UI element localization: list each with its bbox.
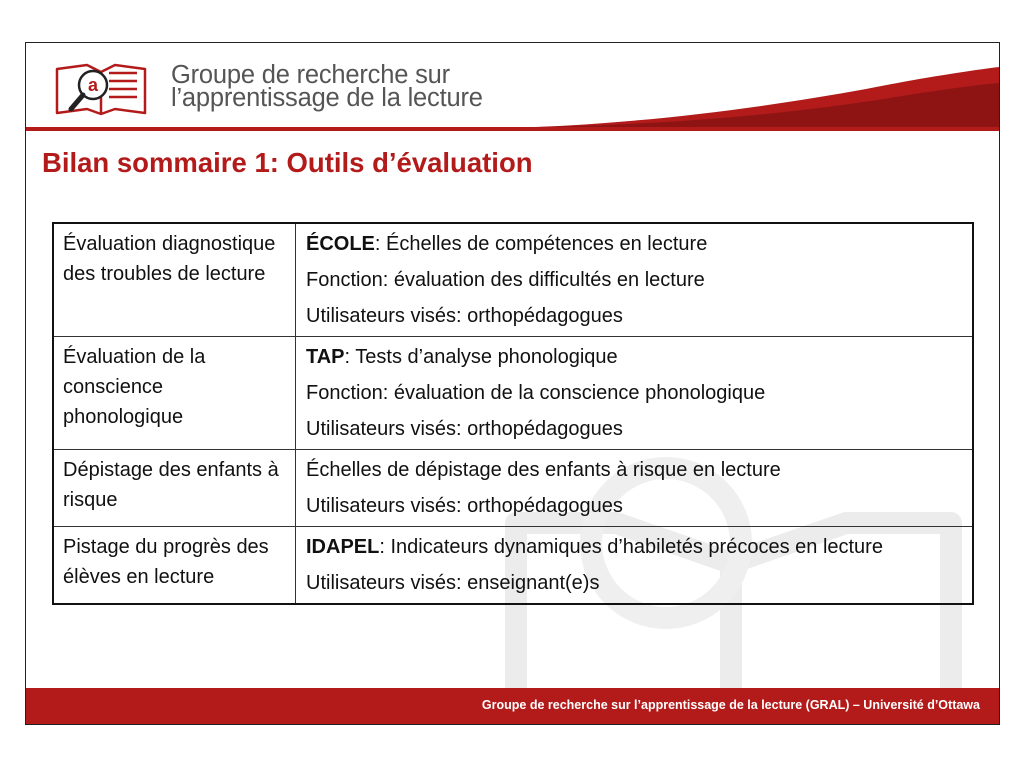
description-line [306, 378, 962, 408]
description-text: Utilisateurs visés: enseignant(e)s [306, 572, 600, 594]
description-text: : Indicateurs dynamiques d’habiletés précoces en lecture [379, 536, 883, 558]
row-category: Évaluation de la conscience phonologique [53, 337, 296, 450]
tool-acronym: IDAPEL [306, 536, 380, 558]
row-description [296, 337, 974, 450]
row-category: Dépistage des enfants à risque [53, 450, 296, 527]
footer-text: Groupe de recherche sur l’apprentissage de la lecture (GRAL) – Université d’Ottawa [481, 698, 980, 712]
tool-acronym: TAP [306, 346, 345, 368]
row-category: Évaluation diagnostique des troubles de lecture [53, 223, 296, 337]
description-line [306, 532, 962, 562]
description-text: Utilisateurs visés: orthopédagogues [306, 305, 623, 327]
page-title: Bilan sommaire 1: Outils d’évaluation [42, 147, 533, 178]
header [26, 43, 999, 131]
book-magnifier-logo-icon [53, 57, 149, 117]
description-line [306, 414, 962, 444]
organization-name-line-2: l’apprentissage de la lecture [171, 84, 483, 112]
description-text: : Tests d’analyse phonologique [344, 346, 618, 368]
tool-acronym: ÉCOLE [306, 233, 375, 255]
description-line [306, 455, 962, 485]
description-text: Fonction: évaluation des difficultés en lecture [306, 269, 705, 291]
description-text: Utilisateurs visés: orthopédagogues [306, 418, 623, 440]
description-text: Fonction: évaluation de la conscience phonologique [306, 382, 766, 404]
organization-name [171, 61, 483, 112]
table-row [53, 223, 973, 337]
row-category: Pistage du progrès des élèves en lecture [53, 527, 296, 605]
tools-table [52, 222, 974, 605]
header-rule [26, 127, 999, 131]
row-description [296, 223, 974, 337]
description-text: : Échelles de compétences en lecture [374, 233, 708, 255]
description-line [306, 568, 962, 598]
description-line [306, 491, 962, 521]
description-line [306, 229, 962, 259]
row-description [296, 450, 974, 527]
organization-name-line-1: Groupe de recherche sur [171, 61, 450, 89]
description-text: Utilisateurs visés: orthopédagogues [306, 495, 623, 517]
slide [25, 42, 1000, 725]
footer-bar [26, 688, 999, 724]
table-row [53, 337, 973, 450]
row-description [296, 527, 974, 605]
description-text: Échelles de dépistage des enfants à risque en lecture [306, 459, 781, 481]
header-decoration [536, 67, 999, 127]
description-line [306, 301, 962, 331]
table-row [53, 450, 973, 527]
svg-text:a: a [87, 75, 99, 95]
description-line [306, 342, 962, 372]
table-row [53, 527, 973, 605]
description-line [306, 265, 962, 295]
